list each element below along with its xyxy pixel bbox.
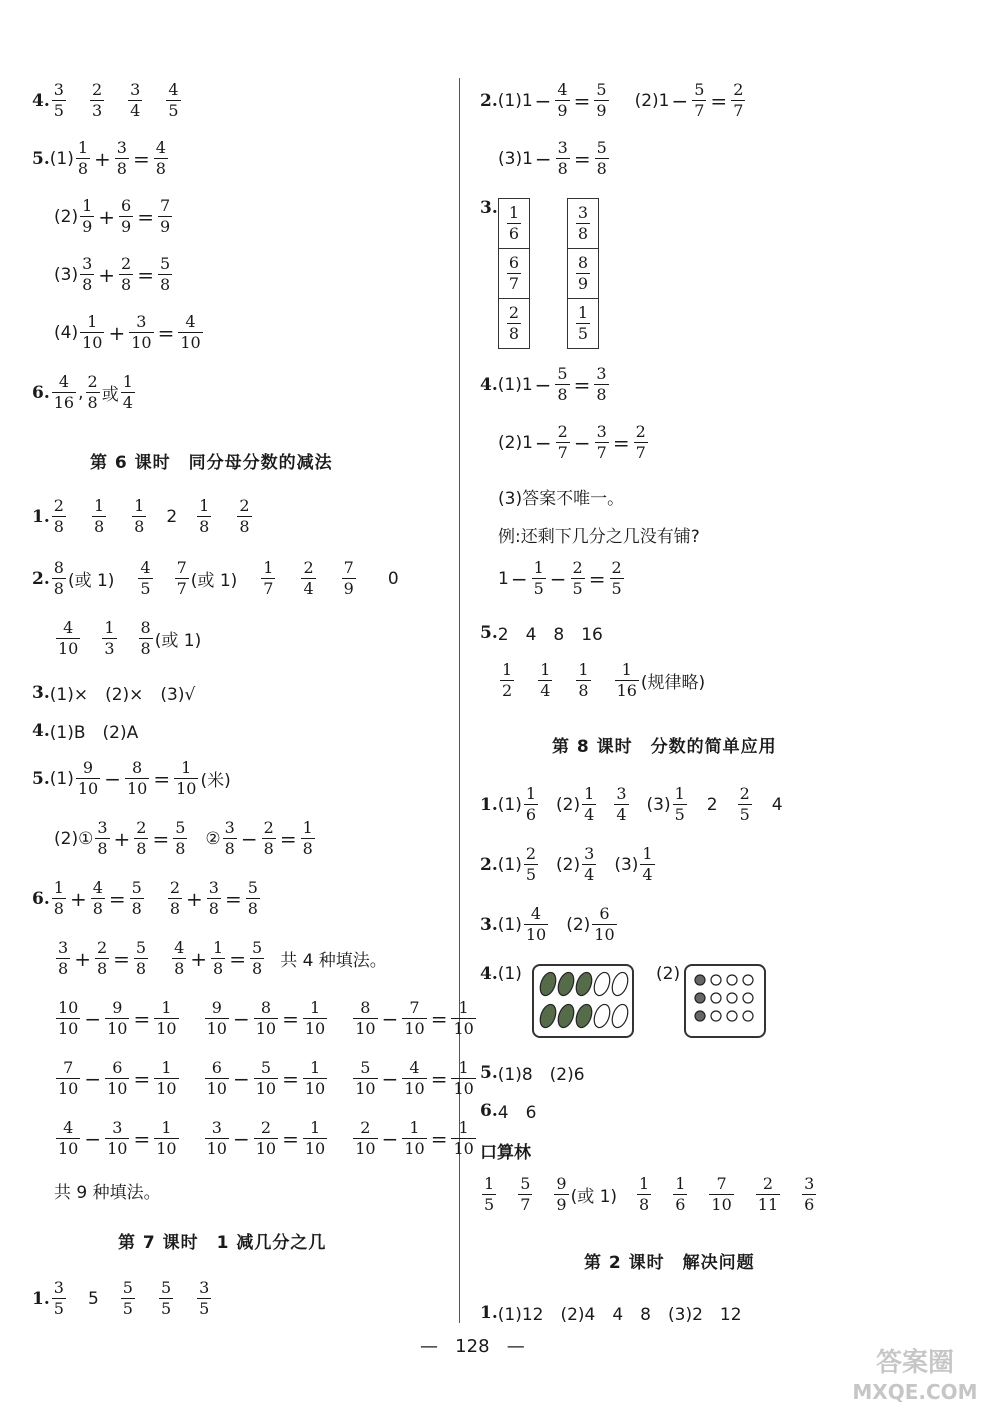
lesson6-answer-5-2: (2)① $\frac{3}{8}$ + $\frac{2}{8}$ = $\frac{5}{8}$ ② $\frac{3}{8}$ − $\frac{2}{8}$ = $\frac{1}{8}$ (54, 818, 313, 858)
r-answer-4-1: 4. (1)1 − $\frac{5}{8}$ = $\frac{3}{8}$ (480, 364, 607, 404)
lesson6-answer-4: 4. (1)B (2)A (32, 720, 139, 743)
watermark-icon (840, 1337, 990, 1407)
answer-5-1: 5. (1) $\frac{1}{8}$ + $\frac{3}{8}$ = $\frac{4}{8}$ (32, 138, 166, 178)
mental-arithmetic-answers: $\frac{1}{5}$ $\frac{5}{7}$ $\frac{9}{9}$ (或 1) $\frac{1}{8}$ $\frac{1}{6}$ $\frac{7}{10}$ $\frac{2}{11}$ $\frac{3}{6}$ (484, 1174, 815, 1214)
lesson6-answer-6-3: $\frac{10}{10}$ − $\frac{9}{10}$ = $\frac{1}{10}$ $\frac{9}{10}$ − $\frac{8}{10}$ = $\frac{1}{10}$ $\frac{8}{10}$ − $\frac{7}{10}$ = $\frac{1}{10}$ (58, 998, 474, 1038)
lesson6-answer-6-1: 6. $\frac{1}{8}$ + $\frac{4}{8}$ = $\frac{5}{8}$ $\frac{2}{8}$ + $\frac{3}{8}$ = $\frac{5}{8}$ (32, 878, 258, 918)
section-heading-lesson-6: 第 6 课时 同分母分数的减法 (90, 453, 333, 473)
section-heading-lesson-7: 第 7 课时 1 减几分之几 (118, 1233, 327, 1253)
answer-6: 6. $\frac{4}{16}$ , $\frac{2}{8}$ 或 $\frac{1}{4}$ (32, 372, 133, 412)
answer-5-4: (4) $\frac{1}{10}$ + $\frac{3}{10}$ = $\frac{4}{10}$ (54, 312, 201, 352)
lesson7-answer-1: 1. $\frac{3}{5}$ 5 $\frac{5}{5}$ $\frac{5}{5}$ $\frac{3}{5}$ (32, 1278, 210, 1318)
lesson8-answer-1: 1. (1) $\frac{1}{6}$ (2) $\frac{1}{4}$ $\frac{3}{4}$ (3) $\frac{1}{5}$ 2 $\frac{2}{5}$ 4 (480, 784, 783, 824)
answer-5-2: (2) $\frac{1}{9}$ + $\frac{6}{9}$ = $\frac{7}{9}$ (54, 196, 171, 236)
svg-text:答案圈: 答案圈 (875, 1348, 955, 1378)
svg-text:MXQE.COM: MXQE.COM (852, 1380, 978, 1404)
lesson8-answer-3: 3. (1) $\frac{4}{10}$ (2) $\frac{6}{10}$ (480, 904, 615, 944)
r-answer-3-label: 3. (480, 198, 498, 218)
lesson8-answer-2: 2. (1) $\frac{2}{5}$ (2) $\frac{3}{4}$ (3) $\frac{1}{4}$ (480, 844, 653, 884)
lesson6-answer-3: 3. (1)× (2)× (3)√ (32, 682, 196, 705)
r-answer-2-3: (3)1 − $\frac{3}{8}$ = $\frac{5}{8}$ (498, 138, 607, 178)
flower-grid-picture (684, 964, 766, 1038)
r-answer-2-1: 2. (1)1 − $\frac{4}{9}$ = $\frac{5}{9}$ (2)1 − $\frac{5}{7}$ = $\frac{2}{7}$ (480, 80, 744, 120)
r-answer-5: 5. 2 4 8 16 (480, 622, 603, 645)
r-answer-4-example: 例:还剩下几分之几没有铺? (498, 527, 700, 547)
r-answer-5-fractions: $\frac{1}{2}$ $\frac{1}{4}$ $\frac{1}{8}$ $\frac{1}{16}$ (规律略) (502, 660, 706, 700)
r-answer-4-3: (3)答案不唯一。 (498, 489, 625, 509)
fraction-box-column-a: $\frac{1}{6}$ $\frac{6}{7}$ $\frac{2}{8}$ (498, 198, 530, 349)
r-answer-4-equation: 1 − $\frac{1}{5}$ − $\frac{2}{5}$ = $\frac{2}{5}$ (498, 558, 622, 598)
page-number: — 128 — (420, 1336, 525, 1357)
lesson6-answer-2: 2. $\frac{8}{8}$ (或 1) $\frac{4}{5}$ $\frac{7}{7}$ (或 1) $\frac{1}{7}$ $\frac{2}{4}$ $\frac{7}{9}$ 0 (32, 558, 399, 598)
lesson6-answer-6-2: $\frac{3}{8}$ + $\frac{2}{8}$ = $\frac{5}{8}$ $\frac{4}{8}$ + $\frac{1}{8}$ = $\frac{5}{8}$ 共 4 种填法。 (58, 938, 387, 978)
r-answer-4-2: (2)1 − $\frac{2}{7}$ − $\frac{3}{7}$ = $\frac{2}{7}$ (498, 422, 646, 462)
lesson6-answer-6-end: 共 9 种填法。 (54, 1183, 161, 1203)
lesson8-answer-4-2-label: (2) (656, 964, 681, 984)
lesson2-answer-1: 1. (1)12 (2)4 4 8 (3)2 12 (480, 1302, 742, 1325)
lesson6-answer-2-cont: $\frac{4}{10}$ $\frac{1}{3}$ $\frac{8}{8}$ (或 1) (58, 618, 202, 658)
lesson8-answer-5: 5. (1)8 (2)6 (480, 1062, 585, 1085)
answer-5-3: (3) $\frac{3}{8}$ + $\frac{2}{8}$ = $\frac{5}{8}$ (54, 254, 171, 294)
eggplant-picture (532, 964, 634, 1038)
lesson6-answer-5-1: 5. (1) $\frac{9}{10}$ − $\frac{8}{10}$ = $\frac{1}{10}$ (米) (32, 758, 231, 798)
section-heading-lesson-8: 第 8 课时 分数的简单应用 (552, 737, 777, 757)
lesson6-answer-6-4: $\frac{7}{10}$ − $\frac{6}{10}$ = $\frac{1}{10}$ $\frac{6}{10}$ − $\frac{5}{10}$ = $\frac{1}{10}$ $\frac{5}{10}$ − $\frac{4}{10}$ = $\frac{1}{10}$ (58, 1058, 474, 1098)
mental-arithmetic-title: 口算林 (480, 1143, 531, 1163)
section-heading-lesson-2: 第 2 课时 解决问题 (584, 1253, 755, 1273)
fraction-box-column-b: $\frac{3}{8}$ $\frac{8}{9}$ $\frac{1}{5}$ (567, 198, 599, 349)
flower-icons (686, 966, 764, 1036)
eggplant-icons (534, 966, 632, 1036)
lesson6-answer-6-5: $\frac{4}{10}$ − $\frac{3}{10}$ = $\frac{1}{10}$ $\frac{3}{10}$ − $\frac{2}{10}$ = $\frac{1}{10}$ $\frac{2}{10}$ − $\frac{1}{10}$ = $\frac{1}{10}$ (58, 1118, 474, 1158)
lesson6-answer-1: 1. $\frac{2}{8}$ $\frac{1}{8}$ $\frac{1}{8}$ 2 $\frac{1}{8}$ $\frac{2}{8}$ (32, 496, 250, 536)
lesson8-answer-4: 4. (1) (480, 964, 522, 984)
lesson8-answer-6: 6. 4 6 (480, 1100, 537, 1123)
watermark-logo (840, 1337, 990, 1411)
answer-4: 4. $\frac{3}{5}$ $\frac{2}{3}$ $\frac{3}{4}$ $\frac{4}{5}$ (32, 80, 179, 120)
